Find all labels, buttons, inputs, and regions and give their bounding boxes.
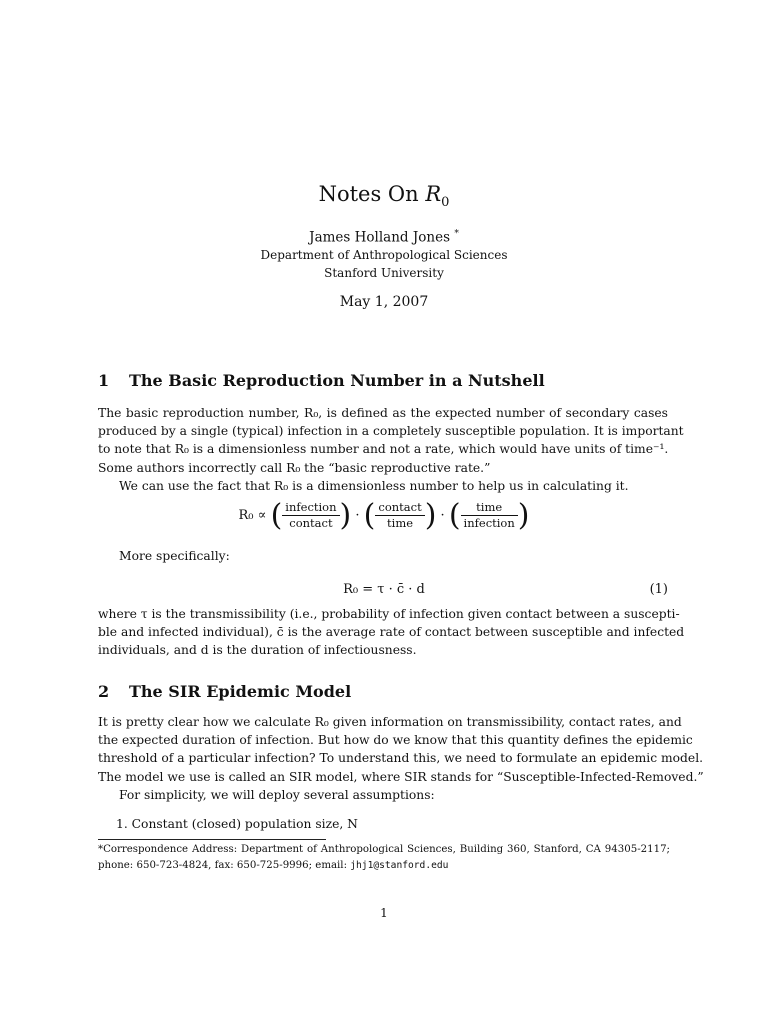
paragraph-line: individuals, and d is the duration of infectiousness.	[98, 643, 417, 658]
paragraph-line: to note that R₀ is a dimensionless number and not a rate, which would have units of time⁻¹.	[98, 442, 669, 457]
paper-date: May 1, 2007	[339, 294, 429, 310]
author-footnote-mark: *	[454, 229, 459, 239]
footnote	[98, 842, 670, 873]
section-1-paragraph-1	[98, 404, 684, 495]
paragraph-line: Some authors incorrectly call R₀ the “basic reproductive rate.”	[98, 460, 491, 475]
section-2-paragraph-1	[98, 713, 704, 804]
section-2-heading	[98, 682, 351, 701]
section-1-paragraph-4	[98, 605, 685, 660]
section-2-number: 2	[98, 682, 110, 701]
footnote-line-2	[98, 858, 670, 874]
title-subscript: 0	[441, 195, 450, 211]
paragraph-line: More specifically:	[119, 549, 230, 563]
paragraph-line: The basic reproduction number, R₀, is defined as the expected number of secondary cases	[98, 406, 668, 420]
section-1-number: 1	[98, 371, 110, 390]
footnote-email[interactable]: jhj1@stanford.edu	[350, 859, 449, 871]
dot-operator: ·	[440, 508, 445, 523]
proportional-relation: R₀ ∝ ( $\frac{\text{infection}}{\text{contact}}$ ) · ( $\frac{\text{contact}}{\text{time}}$ ) · ( $\frac{\text{time}}{\text{infection}}$ )	[238, 498, 530, 533]
page-number: 1	[380, 906, 388, 920]
title-symbol: R	[425, 182, 442, 206]
equation-1-label: (1)	[649, 582, 668, 597]
section-1-heading	[98, 371, 545, 390]
section-1-paragraph-3	[98, 547, 668, 565]
paragraph-line: threshold of a particular infection? To understand this, we need to formulate an epidemic model.	[98, 751, 704, 766]
equation-1-body: R₀ = τ · c̄ · d	[343, 582, 425, 597]
footnote-line-1: *Correspondence Address: Department of Anthropological Sciences, Building 360, Stanford, CA 94305-2117;	[98, 844, 670, 855]
paragraph-line: The model we use is called an SIR model, where SIR stands for “Susceptible-Infected-Removed.”	[98, 769, 704, 784]
affiliation-university: Stanford University	[324, 266, 444, 280]
paragraph-line: We can use the fact that R₀ is a dimensionless number to help us in calculating it.	[119, 478, 629, 493]
section-1-title: The Basic Reproduction Number in a Nutshell	[129, 371, 545, 390]
section-2-title: The SIR Epidemic Model	[129, 682, 352, 701]
fraction-infection-contact: $\frac{\text{infection}}{\text{contact}}$	[282, 500, 339, 531]
paragraph-line: For simplicity, we will deploy several assumptions:	[119, 787, 435, 802]
relation-lhs: R₀ ∝	[238, 508, 267, 523]
paragraph-line: ble and infected individual), c̄ is the average rate of contact between susceptible and infected	[98, 625, 685, 640]
paragraph-line: It is pretty clear how we calculate R₀ given information on transmissibility, contact rates, and	[98, 715, 682, 729]
author-line	[0, 229, 768, 246]
paragraph-line: the expected duration of infection. But how do we know that this quantity defines the epidemic	[98, 733, 693, 748]
affiliation-department: Department of Anthropological Sciences	[260, 248, 508, 262]
fraction-contact-time: $\frac{\text{contact}}{\text{time}}$	[375, 500, 424, 531]
author-name: James Holland Jones	[309, 229, 451, 246]
paper-title	[0, 182, 768, 210]
footnote-contact: phone: 650-723-4824, fax: 650-725-9996; email:	[98, 859, 347, 871]
footnote-rule	[98, 839, 326, 840]
assumption-list-item-1: 1. Constant (closed) population size, N	[116, 817, 358, 831]
paragraph-line: where τ is the transmissibility (i.e., probability of infection given contact between a suscepti-	[98, 607, 680, 621]
dot-operator: ·	[355, 508, 360, 523]
title-text: Notes On	[318, 182, 419, 206]
paragraph-line: produced by a single (typical) infection in a completely susceptible population. It is important	[98, 424, 684, 439]
fraction-time-infection: $\frac{\text{time}}{\text{infection}}$	[461, 500, 518, 531]
